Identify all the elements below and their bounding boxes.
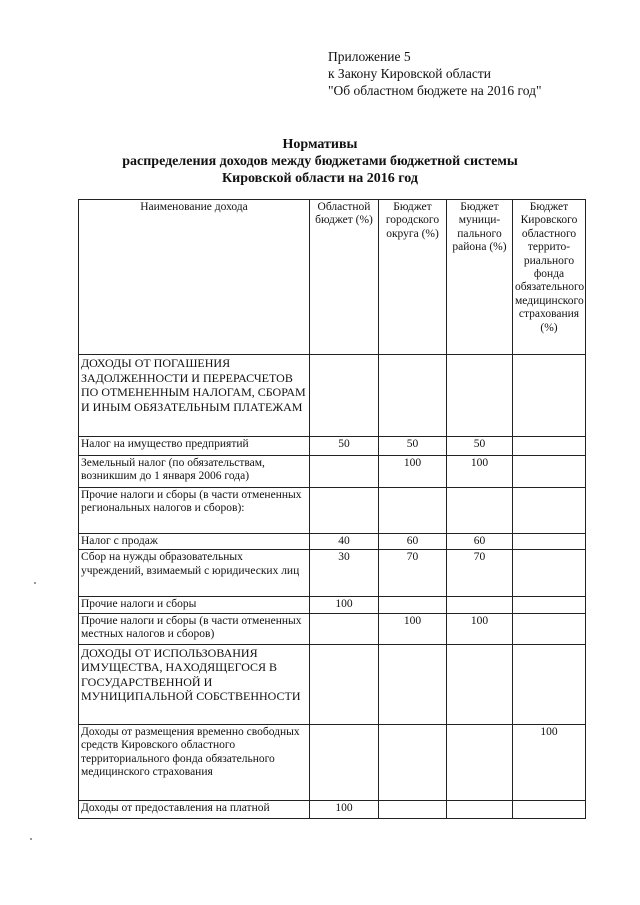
row-city-value: 60 xyxy=(379,534,447,550)
row-district-value xyxy=(447,488,513,534)
row-district-value xyxy=(447,355,513,437)
row-name: Прочие налоги и сборы (в части отмененных местных налогов и сборов) xyxy=(79,613,310,644)
scan-speck xyxy=(30,838,32,840)
row-city-value xyxy=(379,355,447,437)
row-health-fund-value xyxy=(513,437,586,456)
row-city-value xyxy=(379,724,447,800)
row-district-value: 100 xyxy=(447,456,513,488)
header-health-fund-budget: Бюджет Кировского областного террито-риального фонда обязательного медицинского страхования (%) xyxy=(513,200,586,355)
row-health-fund-value xyxy=(513,800,586,818)
row-name: Сбор на нужды образовательных учреждений, взимаемый с юридических лиц xyxy=(79,550,310,597)
row-health-fund-value xyxy=(513,355,586,437)
table-row xyxy=(79,488,586,534)
row-city-value: 100 xyxy=(379,456,447,488)
table-row xyxy=(79,724,586,800)
row-regional-value xyxy=(310,724,379,800)
annex-line-1: Приложение 5 xyxy=(328,49,411,64)
row-health-fund-value xyxy=(513,488,586,534)
row-regional-value: 30 xyxy=(310,550,379,597)
row-district-value: 100 xyxy=(447,613,513,644)
row-name: Прочие налоги и сборы xyxy=(79,597,310,613)
row-name: Земельный налог (по обязательствам, возникшим до 1 января 2006 года) xyxy=(79,456,310,488)
row-health-fund-value xyxy=(513,597,586,613)
table-row xyxy=(79,456,586,488)
row-regional-value: 40 xyxy=(310,534,379,550)
header-district-budget: Бюджет муници-пального района (%) xyxy=(447,200,513,355)
header-city-budget: Бюджет городского округа (%) xyxy=(379,200,447,355)
row-name: Доходы от предоставления на платной xyxy=(79,800,310,818)
row-city-value xyxy=(379,800,447,818)
row-district-value xyxy=(447,644,513,724)
row-regional-value: 100 xyxy=(310,800,379,818)
row-regional-value xyxy=(310,456,379,488)
row-district-value xyxy=(447,724,513,800)
revenue-norms-table xyxy=(78,199,586,819)
row-regional-value: 50 xyxy=(310,437,379,456)
row-city-value: 100 xyxy=(379,613,447,644)
row-regional-value xyxy=(310,355,379,437)
row-regional-value xyxy=(310,644,379,724)
annex-heading xyxy=(328,48,542,99)
row-city-value xyxy=(379,488,447,534)
table-row xyxy=(79,644,586,724)
row-city-value: 50 xyxy=(379,437,447,456)
row-health-fund-value xyxy=(513,456,586,488)
row-city-value: 70 xyxy=(379,550,447,597)
row-name: Налог на имущество предприятий xyxy=(79,437,310,456)
table-row xyxy=(79,613,586,644)
scan-speck xyxy=(34,582,36,584)
row-health-fund-value: 100 xyxy=(513,724,586,800)
row-district-value: 70 xyxy=(447,550,513,597)
table-row xyxy=(79,800,586,818)
title-line-3: Кировской области на 2016 год xyxy=(222,171,418,186)
table-row xyxy=(79,550,586,597)
table-header-row xyxy=(79,200,586,355)
row-name: ДОХОДЫ ОТ ИСПОЛЬЗОВАНИЯ ИМУЩЕСТВА, НАХОДЯЩЕГОСЯ В ГОСУДАРСТВЕННОЙ И МУНИЦИПАЛЬНОЙ СОБСТВЕННОСТИ xyxy=(79,644,310,724)
row-district-value xyxy=(447,597,513,613)
annex-line-2: к Закону Кировской области xyxy=(328,66,492,81)
table-row xyxy=(79,355,586,437)
table-row xyxy=(79,597,586,613)
row-name: Доходы от размещения временно свободных средств Кировского областного территориального фонда обязательного медицинского страхования xyxy=(79,724,310,800)
row-name: Налог с продаж xyxy=(79,534,310,550)
header-income-name: Наименование дохода xyxy=(79,200,310,355)
row-district-value: 50 xyxy=(447,437,513,456)
row-city-value xyxy=(379,597,447,613)
table-row xyxy=(79,437,586,456)
title-line-1: Нормативы xyxy=(282,137,358,152)
table-row xyxy=(79,534,586,550)
row-regional-value: 100 xyxy=(310,597,379,613)
document-title xyxy=(0,136,640,187)
row-health-fund-value xyxy=(513,613,586,644)
row-district-value: 60 xyxy=(447,534,513,550)
row-regional-value xyxy=(310,613,379,644)
header-regional-budget: Областной бюджет (%) xyxy=(310,200,379,355)
row-regional-value xyxy=(310,488,379,534)
row-health-fund-value xyxy=(513,550,586,597)
row-district-value xyxy=(447,800,513,818)
annex-line-3: "Об областном бюджете на 2016 год" xyxy=(328,83,542,98)
row-health-fund-value xyxy=(513,534,586,550)
row-name: Прочие налоги и сборы (в части отмененных региональных налогов и сборов): xyxy=(79,488,310,534)
row-name: ДОХОДЫ ОТ ПОГАШЕНИЯ ЗАДОЛЖЕННОСТИ И ПЕРЕРАСЧЕТОВ ПО ОТМЕНЕННЫМ НАЛОГАМ, СБОРАМ И ИНЫМ ОБЯЗАТЕЛЬНЫМ ПЛАТЕЖАМ xyxy=(79,355,310,437)
row-city-value xyxy=(379,644,447,724)
row-health-fund-value xyxy=(513,644,586,724)
title-line-2: распределения доходов между бюджетами бюджетной системы xyxy=(122,154,518,169)
